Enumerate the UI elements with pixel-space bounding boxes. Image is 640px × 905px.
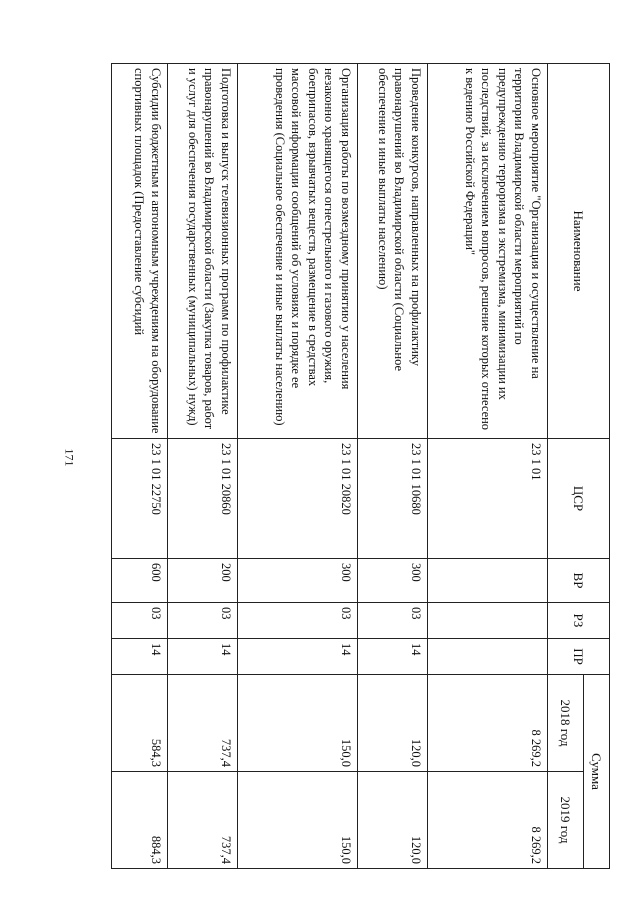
header-pr: ПР bbox=[548, 639, 610, 675]
row-csr: 23 1 01 22750 bbox=[112, 439, 168, 559]
table-row bbox=[168, 64, 238, 869]
row-rz: 03 bbox=[358, 603, 428, 639]
header-year-2018: 2018 год bbox=[548, 675, 584, 772]
row-sum-2019: 884,3 bbox=[112, 772, 168, 869]
table-row bbox=[238, 64, 358, 869]
budget-table bbox=[111, 63, 610, 869]
row-sum-2018: 737,4 bbox=[168, 675, 238, 772]
row-vr: 200 bbox=[168, 559, 238, 603]
table-row bbox=[428, 64, 548, 869]
row-csr: 23 1 01 bbox=[428, 439, 548, 559]
row-rz: 03 bbox=[238, 603, 358, 639]
header-sum: Сумма bbox=[584, 675, 610, 869]
header-vr: ВР bbox=[548, 559, 610, 603]
row-vr: 600 bbox=[112, 559, 168, 603]
table-row bbox=[112, 64, 168, 869]
row-rz bbox=[428, 603, 548, 639]
row-vr: 300 bbox=[238, 559, 358, 603]
row-csr: 23 1 01 10680 bbox=[358, 439, 428, 559]
row-sum-2018: 584,3 bbox=[112, 675, 168, 772]
row-rz: 03 bbox=[168, 603, 238, 639]
row-pr: 14 bbox=[238, 639, 358, 675]
header-rz: РЗ bbox=[548, 603, 610, 639]
header-csr: ЦСР bbox=[548, 439, 610, 559]
row-sum-2019: 737,4 bbox=[168, 772, 238, 869]
row-sum-2018: 150,0 bbox=[238, 675, 358, 772]
row-pr: 14 bbox=[112, 639, 168, 675]
row-sum-2019: 120,0 bbox=[358, 772, 428, 869]
table-row bbox=[358, 64, 428, 869]
row-csr: 23 1 01 20820 bbox=[238, 439, 358, 559]
row-vr bbox=[428, 559, 548, 603]
row-sum-2018: 120,0 bbox=[358, 675, 428, 772]
row-sum-2019: 8 269,2 bbox=[428, 772, 548, 869]
row-name: Подготовка и выпуск телевизионных программ по профилактике правонарушений во Владимирской области (Закупка товаров, работ и услуг для обеспечения государственных (муниципальных) нужд) bbox=[168, 64, 238, 439]
row-name: Субсидии бюджетным и автономным учреждениям на оборудование спортивных площадок (Предоставление субсидий bbox=[112, 64, 168, 439]
row-vr: 300 bbox=[358, 559, 428, 603]
header-year-2019: 2019 год bbox=[548, 772, 584, 869]
budget-table-wrapper bbox=[132, 63, 610, 868]
row-name: Основное мероприятие "Организация и осуществление на территории Владимирской области мероприятий по предупреждению терроризма и экстремизма, минимизации их последствий, за исключением вопросов, решение которых отнесено к ведению Российской Федерации" bbox=[428, 64, 548, 439]
row-csr: 23 1 01 20860 bbox=[168, 439, 238, 559]
row-name: Проведение конкурсов, направленных на профилактику правонарушений во Владимирской области (Социальное обеспечение и иные выплаты населению) bbox=[358, 64, 428, 439]
row-name: Организация работы по возмездному принятию у населения незаконно хранящегося огнестрельного и газового оружия, боеприпасов, взрывчатых веществ, размещение в средствах массовой информации сообщений об условиях и порядке ее проведения (Социальное обеспечение и иные выплаты населению) bbox=[238, 64, 358, 439]
row-sum-2019: 150,0 bbox=[238, 772, 358, 869]
row-rz: 03 bbox=[112, 603, 168, 639]
row-pr bbox=[428, 639, 548, 675]
row-pr: 14 bbox=[358, 639, 428, 675]
row-pr: 14 bbox=[168, 639, 238, 675]
header-name: Наименование bbox=[548, 64, 610, 439]
row-sum-2018: 8 269,2 bbox=[428, 675, 548, 772]
page-number: 171 bbox=[62, 448, 77, 467]
